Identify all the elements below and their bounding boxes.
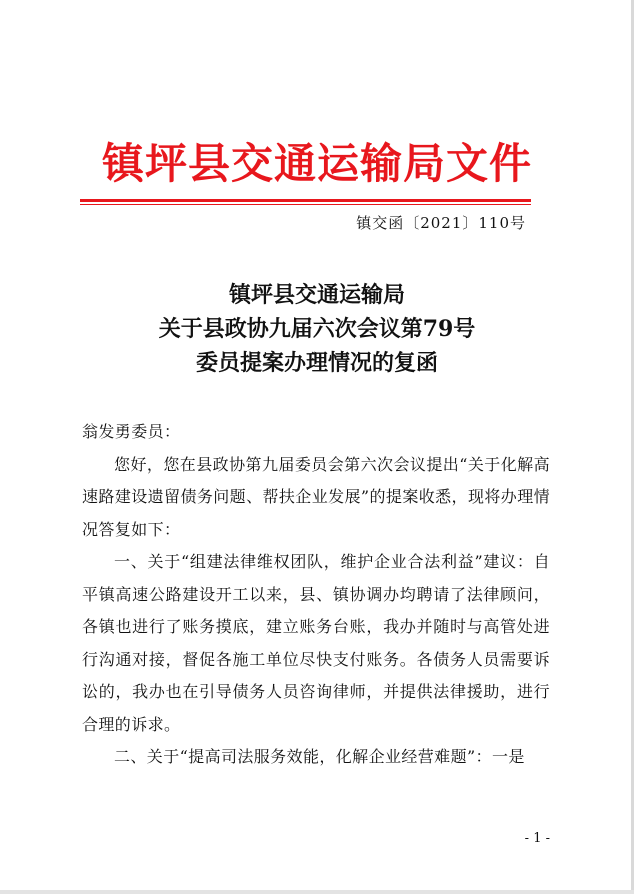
title-line-2: 关于县政协九届六次会议第79号: [158, 316, 476, 342]
paragraph-judicial-service: 二、关于“提高司法服务效能，化解企业经营难题”：一是: [114, 747, 525, 766]
issuer-title: 镇坪县交通运输局文件: [101, 139, 532, 188]
paragraph-legal-team: 一、关于“组建法律维权团队，维护企业合法利益”建议：自平镇高速公路建设开工以来，县、镇协调办均聘请了法律顾问，各镇也进行了账务摸底，建立账务台账，我办并随时与高管处进行沟通对接，督促各施工单位尽快支付账务。各债务人员需要诉讼的，我办也在引导债务人员咨询律师，并提供法律援助，进行合理的诉求。: [82, 552, 550, 734]
page-edge-shadow-bottom: [0, 890, 634, 894]
document-number: 镇交函〔2021〕110号: [356, 214, 526, 232]
title-line-1: 镇坪县交通运输局: [228, 282, 405, 308]
letter-body: [82, 416, 550, 774]
red-rule-thick: [80, 199, 531, 202]
salutation: 翁发勇委员：: [82, 422, 181, 441]
red-rule-thin: [80, 204, 531, 205]
page-number: - 1 -: [524, 831, 550, 846]
document-title: [0, 278, 634, 380]
paragraph-intro: 您好，您在县政协第九届委员会第六次会议提出“关于化解高速路建设遗留债务问题、帮扶企业发展”的提案收悉，现将办理情况答复如下：: [82, 454, 550, 539]
title-line-3: 委员提案办理情况的复函: [195, 350, 438, 376]
